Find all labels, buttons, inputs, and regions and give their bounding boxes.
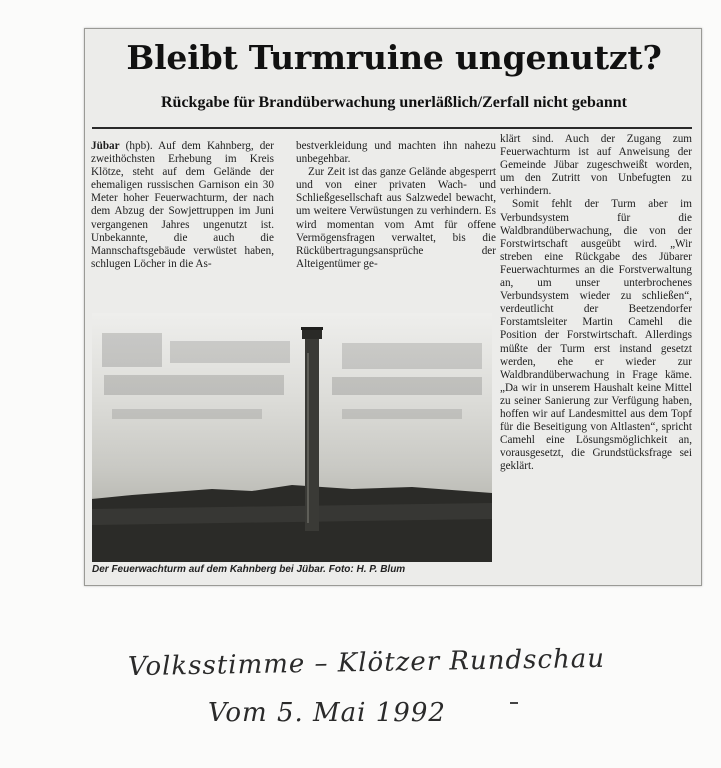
article-headline: Bleibt Turmruine ungenutzt? [126,38,662,77]
dateline: Jübar [91,140,120,152]
fire-tower-illustration [92,313,492,562]
article-column-1 [91,140,274,271]
column-1-text: (hpb). Auf dem Kahnberg, der zweithöchsten Erhebung im Kreis Klötze, steht auf dem Gelände der ehemaligen russischen Garnison ein 30 Meter hoher Feuerwachturm, der nach dem Abzug der Sowjettruppen im Juni vergangenen Jahres ungenutzt ist. Unbekannte, die auch die Mannschaftsgebäude verwüstet haben, schlugen Löcher in die As- [91,140,274,270]
column-2-paragraph-2: Zur Zeit ist das ganze Gelände abgesperrt und von einer privaten Wach- und Schließgesellschaft aus Salzwedel bewacht, um weitere Verwüstungen zu verhindern. Es wird momentan vom Amt für offene Vermögensfragen verwaltet, bis die Rückübertragungsansprüche der Alteigentümer ge- [296,166,496,270]
column-2-paragraph-1: bestverkleidung und machten ihn nahezu unbegehbar. [296,140,496,166]
article-column-2 [296,140,496,271]
article-column-3 [500,133,692,473]
tower-highlight [307,353,309,523]
headline-divider [92,127,692,129]
tower-roof [301,327,323,330]
tower-cabin [302,329,322,339]
handwritten-source: Volksstimme – Klötzer Rundschau [127,643,606,683]
handwritten-date: Vom 5. Mai 1992 [208,698,446,728]
column-1-paragraph [91,140,274,271]
handwritten-source-note [100,630,606,740]
print-bleed-through [102,333,482,419]
column-3-paragraph-2: Somit fehlt der Turm aber im Verbundsystem für die Waldbrandüberwachung, die von der Forstwirtschaft ausgeübt wird. „Wir streben eine Rückgabe des Jübarer Feuerwachturmes an die Forstverwaltung an, um unser unterbrochenes Verbundsystem wieder zu schließen“, verdeutlicht der Beetzendorfer Forstamtsleiter Martin Camehl die Position der Forstwirtschaft. Allerdings müßte der Turm erst instand gesetzt werden, ehe er wieder zur Waldbrandüberwachung in Frage käme. „Da wir in unserem Haushalt keine Mittel zu seiner Sanierung zur Verfügung haben, hoffen wir auf Landesmittel aus dem Topf für die Beseitigung von Altlasten“, spricht Camehl eine Lösungsmöglichkeit an, vorausgesetzt, die Grundstücksfrage sei geklärt. [500,198,692,473]
fire-tower-photo [92,313,492,562]
photo-caption: Der Feuerwachturm auf dem Kahnberg bei Jübar. Foto: H. P. Blum [92,564,406,575]
pen-mark [510,702,518,704]
column-3-paragraph-1: klärt sind. Auch der Zugang zum Feuerwachturm ist auf Anweisung der Gemeinde Jübar zugeschweißt worden, um den Zutritt von Unbefugten zu verhindern. [500,133,692,198]
article-subheadline: Rückgabe für Brandüberwachung unerläßlich/Zerfall nicht gebannt [161,94,627,111]
